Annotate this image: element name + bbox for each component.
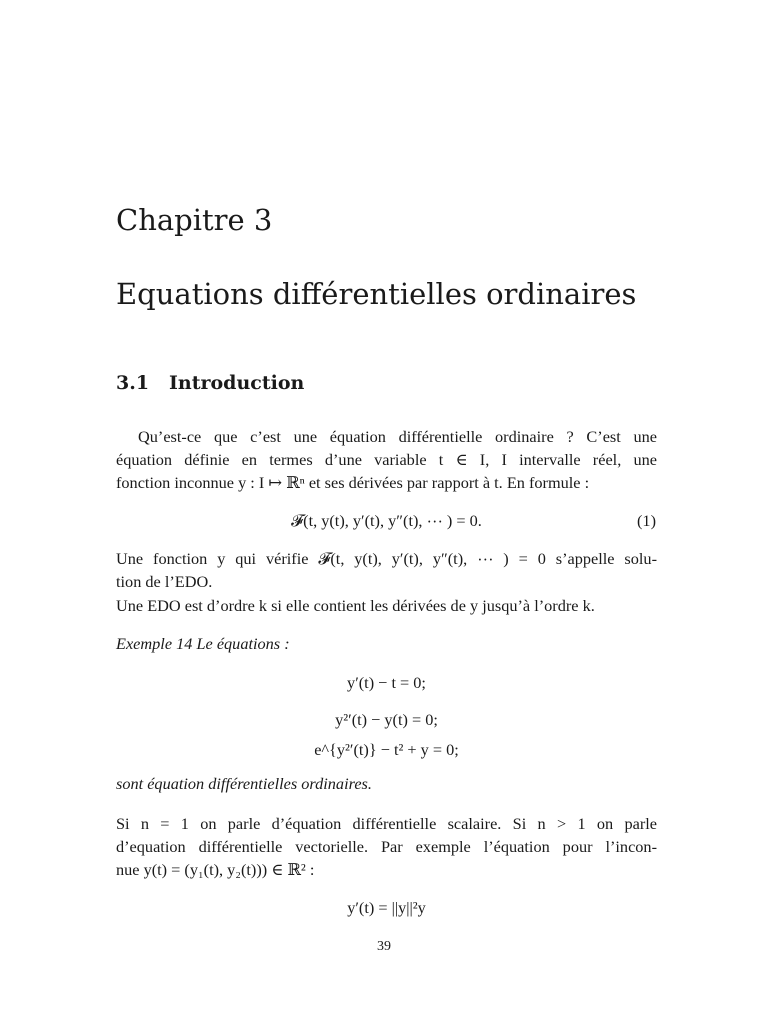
- equation-1: 𝓕(t, y(t), y′(t), y″(t), ⋯ ) = 0.: [291, 511, 482, 530]
- intro-line-1: Qu’est-ce que c’est une équation différentielle ordinaire ? C’est une: [138, 427, 657, 446]
- order-definition: Une EDO est d’ordre k si elle contient les dérivées de y jusqu’à l’ordre k.: [116, 596, 595, 615]
- section-heading: [116, 372, 304, 394]
- section-number: 3.1: [116, 372, 150, 394]
- example-heading: Exemple 14 Le équations :: [116, 634, 290, 653]
- scalar-line-3: nue y(t) = (y₁(t), y₂(t))) ∈ ℝ² :: [116, 860, 315, 879]
- chapter-label: Chapitre 3: [116, 203, 273, 237]
- scalar-line-2: d’equation différentielle vectorielle. Par exemple l’équation pour l’incon-: [116, 837, 657, 856]
- example-eq-2: y²′(t) − y(t) = 0;: [335, 710, 438, 729]
- solution-line-1: Une fonction y qui vérifie 𝓕(t, y(t), y′(t), y″(t), ⋯ ) = 0 s’appelle solu-: [116, 549, 657, 568]
- intro-line-3: fonction inconnue y : I ↦ ℝⁿ et ses dérivées par rapport à t. En formule :: [116, 473, 590, 492]
- example-eq-3: e^{y²′(t)} − t² + y = 0;: [314, 740, 459, 759]
- example-eq-1: y′(t) − t = 0;: [347, 673, 426, 692]
- equation-1-number: (1): [637, 511, 656, 530]
- chapter-title: Equations différentielles ordinaires: [116, 277, 637, 311]
- final-equation: y′(t) = ||y||²y: [347, 898, 426, 917]
- intro-line-2: équation définie en termes d’une variable t ∈ I, I intervalle réel, une: [116, 450, 657, 469]
- scalar-line-1: Si n = 1 on parle d’équation différentielle scalaire. Si n > 1 on parle: [116, 814, 657, 833]
- solution-line-2: tion de l’EDO.: [116, 572, 213, 591]
- section-title: Introduction: [169, 372, 305, 394]
- page-number: 39: [377, 939, 391, 954]
- example-conclusion: sont équation différentielles ordinaires.: [116, 774, 372, 793]
